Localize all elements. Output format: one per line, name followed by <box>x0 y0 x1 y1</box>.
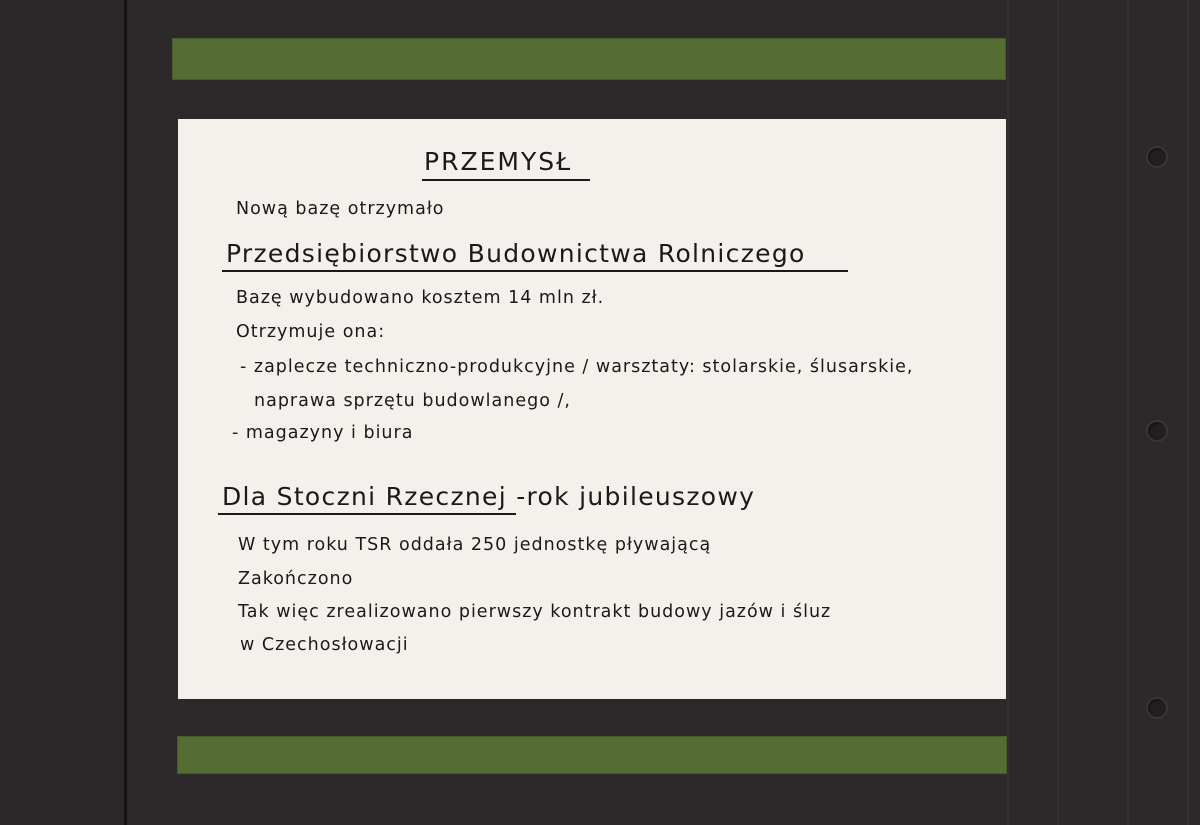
section1-line: - zaplecze techniczno-produkcyjne / warsztaty: stolarskie, ślusarskie, <box>240 357 914 377</box>
document-title: PRZEMYSŁ <box>424 147 573 176</box>
section2-heading-rest: -rok jubileuszowy <box>506 482 756 511</box>
document-card <box>178 119 1006 699</box>
binder-hole <box>1146 146 1168 168</box>
section2-heading <box>222 482 755 511</box>
section1-heading-underline <box>222 270 848 272</box>
title-underline <box>422 179 590 181</box>
section2-line: Tak więc zrealizowano pierwszy kontrakt budowy jazów i śluz <box>238 602 832 622</box>
section2-heading-underline <box>218 513 516 515</box>
green-tape-top <box>172 38 1006 80</box>
binder-hole <box>1146 697 1168 719</box>
section1-line: naprawa sprzętu budowlanego /, <box>254 391 571 411</box>
section1-line: - magazyny i biura <box>232 423 414 443</box>
album-spine <box>0 0 124 825</box>
page-edge-line <box>1007 0 1009 825</box>
section1-line: Otrzymuje ona: <box>236 322 386 342</box>
section2-heading-underlined: Dla Stoczni Rzecznej <box>222 482 507 511</box>
page-edge-line <box>1127 0 1129 825</box>
binder-hole <box>1146 420 1168 442</box>
page-edge-line <box>1057 0 1059 825</box>
section2-line: w Czechosłowacji <box>240 635 409 655</box>
page-edge-line <box>1187 0 1189 825</box>
section2-line: W tym roku TSR oddała 250 jednostkę pływającą <box>238 535 712 555</box>
section1-intro: Nową bazę otrzymało <box>236 199 445 219</box>
section1-line: Bazę wybudowano kosztem 14 mln zł. <box>236 288 605 308</box>
section1-heading: Przedsiębiorstwo Budownictwa Rolniczego <box>226 239 806 268</box>
green-tape-bottom <box>177 736 1007 774</box>
section2-line: Zakończono <box>238 569 354 589</box>
